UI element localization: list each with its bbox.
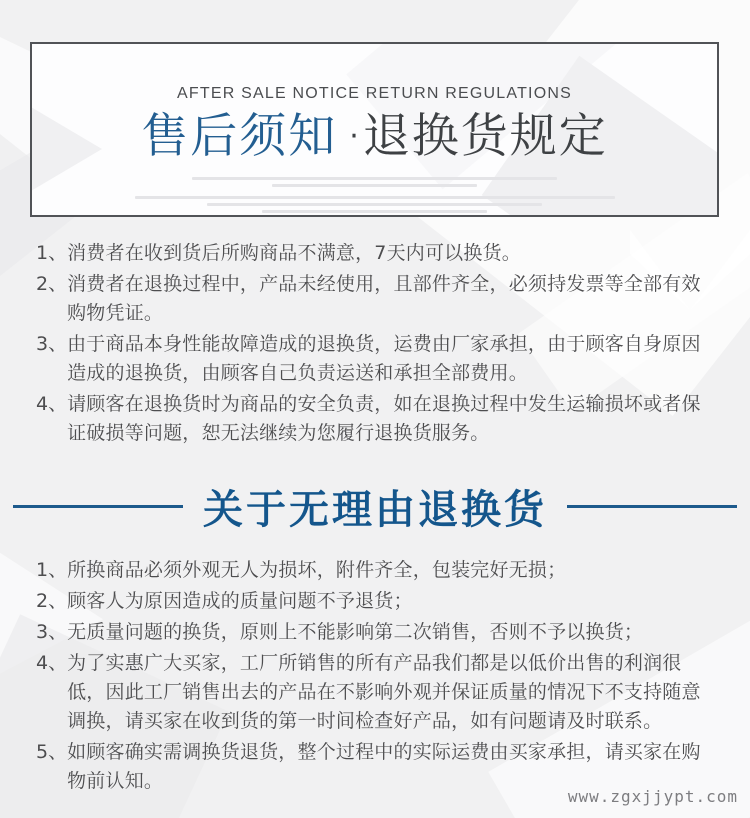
rule-text: 由于商品本身性能故障造成的退换货，运费由厂家承担，由于顾客自身原因造成的退换货，由顾客自己负责运送和承担全部费用。 xyxy=(67,333,701,384)
watermark-text-block-2 xyxy=(32,196,717,213)
no-reason-rules-list xyxy=(36,556,712,798)
rule-number: 2、 xyxy=(36,590,68,612)
rule-number: 4、 xyxy=(36,393,68,415)
rule-text: 如顾客确实需调换货退货，整个过程中的实际运费由买家承担，请买家在购物前认知。 xyxy=(67,741,701,792)
rule-item-1 xyxy=(36,556,712,585)
rule-number: 4、 xyxy=(36,652,68,674)
page-title-primary: 售后须知 xyxy=(141,109,338,164)
rule-text: 请顾客在退换货时为商品的安全负责，如在退换过程中发生运输损坏或者保证破损等问题，恕无法继续为您履行退换货服务。 xyxy=(67,393,701,444)
rule-number: 1、 xyxy=(36,559,68,581)
heading-line-right xyxy=(567,505,737,508)
section-heading-no-reason-returns xyxy=(0,478,750,535)
rule-item-4 xyxy=(36,390,712,448)
heading-line-left xyxy=(13,505,183,508)
rule-number: 1、 xyxy=(36,242,68,264)
rule-text: 消费者在退换过程中，产品未经使用，且部件齐全，必须持发票等全部有效购物凭证。 xyxy=(67,273,701,324)
rule-number: 3、 xyxy=(36,621,68,643)
page-title xyxy=(32,109,717,165)
rule-item-2 xyxy=(36,270,712,328)
rule-text: 顾客人为原因造成的质量问题不予退货； xyxy=(67,590,413,612)
rule-item-2 xyxy=(36,587,712,616)
header-subtitle-english: AFTER SALE NOTICE RETURN REGULATIONS xyxy=(177,85,572,102)
rule-number: 5、 xyxy=(36,741,68,763)
rule-number: 3、 xyxy=(36,333,68,355)
watermark-text-block-1 xyxy=(32,177,717,187)
rule-text: 无质量问题的换货，原则上不能影响第二次销售，否则不予以换货； xyxy=(67,621,644,643)
section-title: 关于无理由退换货 xyxy=(203,487,547,533)
header-content xyxy=(32,44,717,213)
rule-item-3 xyxy=(36,330,712,388)
rule-item-1 xyxy=(36,239,712,268)
site-url-text: www.zgxjjypt.com xyxy=(567,787,738,806)
page-title-secondary: 退换货规定 xyxy=(362,109,608,164)
rule-item-3 xyxy=(36,618,712,647)
title-separator-dot: · xyxy=(349,119,361,154)
rule-number: 2、 xyxy=(36,273,68,295)
rule-text: 为了实惠广大买家，工厂所销售的所有产品我们都是以低价出售的利润很低，因此工厂销售出去的产品在不影响外观并保证质量的情况下不支持随意调换，请买家在收到货的第一时间检查好产品，如有问题请及时联系。 xyxy=(67,652,701,732)
return-rules-list xyxy=(36,239,712,450)
rule-item-4 xyxy=(36,649,712,736)
rule-text: 所换商品必须外观无人为损坏，附件齐全，包装完好无损； xyxy=(67,559,567,581)
header-banner-box xyxy=(30,42,719,217)
rule-text: 消费者在收到货后所购商品不满意，7天内可以换货。 xyxy=(67,242,521,264)
